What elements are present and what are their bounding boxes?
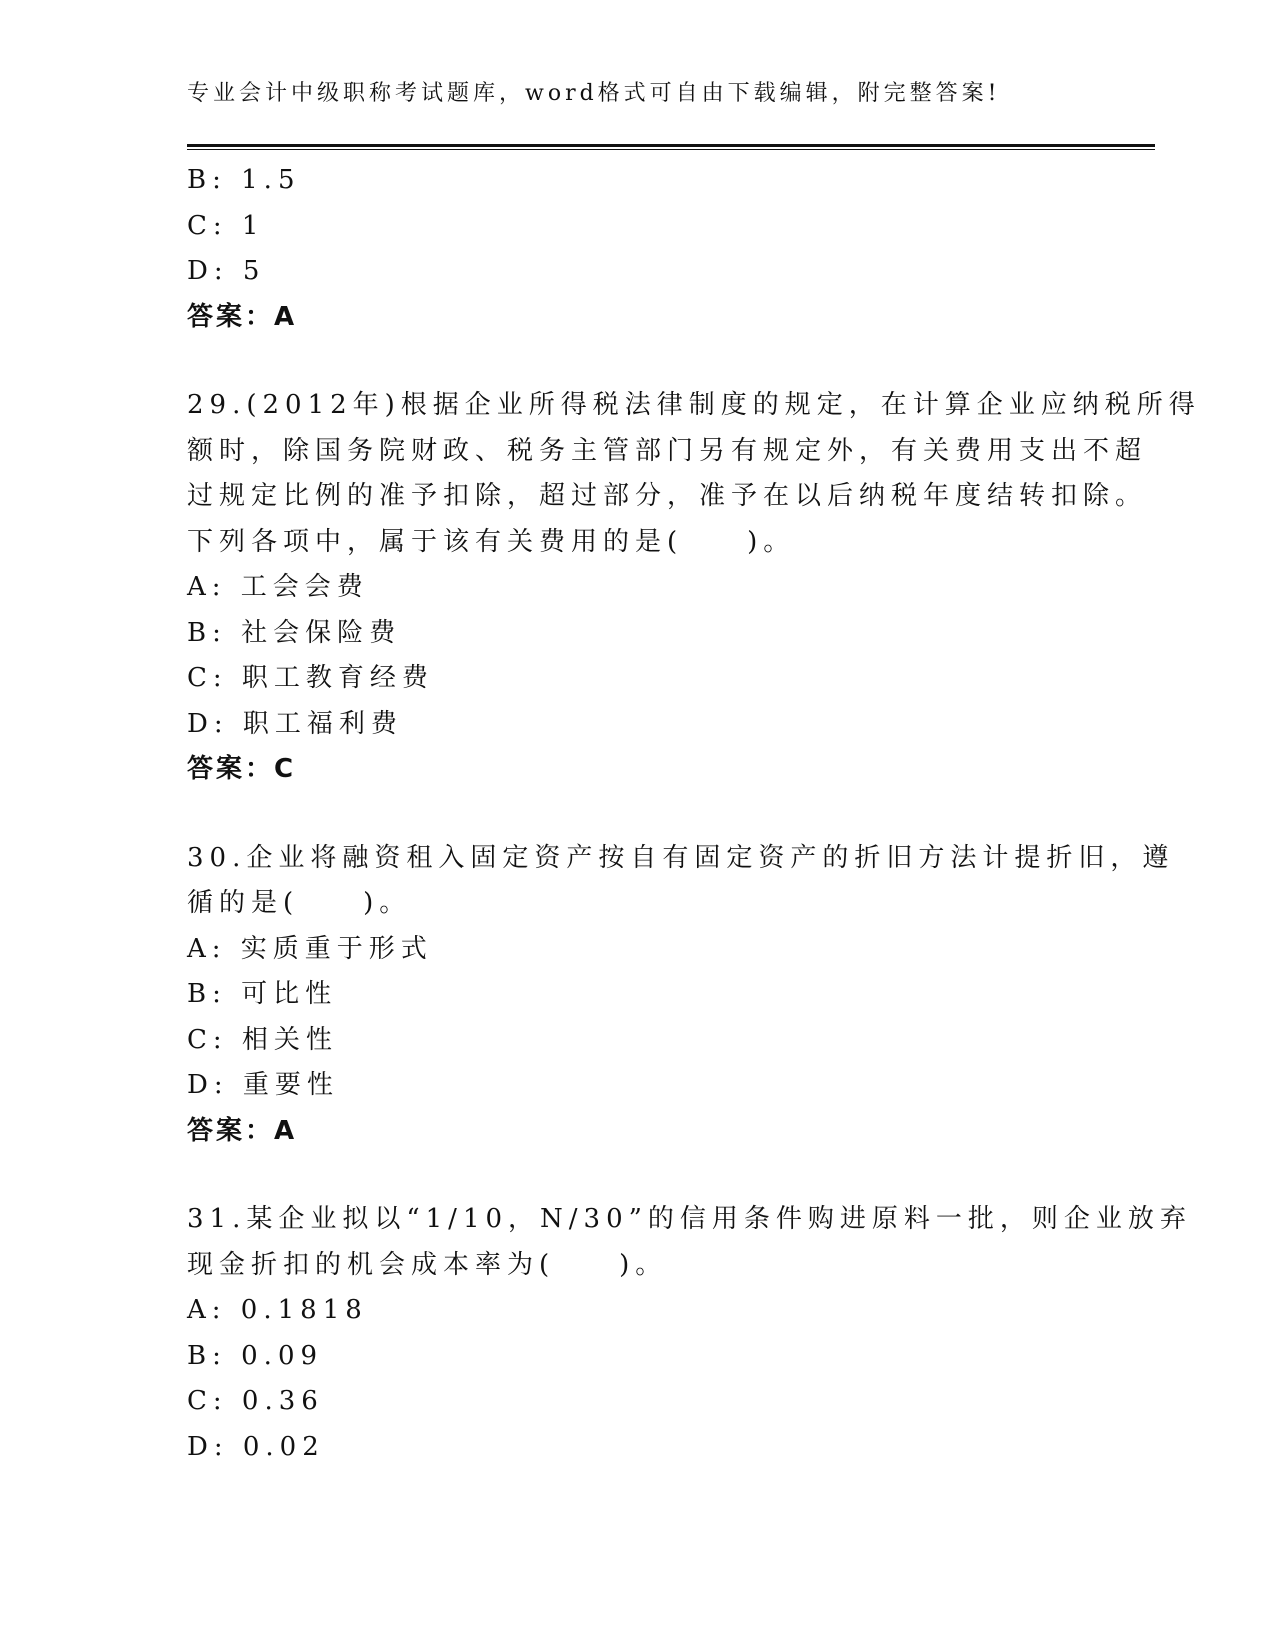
question-stem-line: 29.(2012年)根据企业所得税法律制度的规定，在计算企业应纳税所得 — [187, 390, 1201, 420]
spacer — [187, 340, 1087, 383]
question-stem-line: 循的是( )。 — [187, 888, 412, 918]
option-a: A: 0.1818 — [187, 1295, 368, 1325]
option-d: D: 0.02 — [187, 1431, 325, 1462]
answer-line: 答案：A — [187, 301, 298, 332]
spacer — [187, 1154, 1087, 1197]
answer-line: 答案：C — [187, 754, 297, 784]
option-c: C: 1 — [187, 210, 265, 241]
question-stem-line: 过规定比例的准予扣除，超过部分，准予在以后纳税年度结转扣除。 — [187, 481, 1148, 511]
question-29 — [187, 383, 1201, 793]
option-b: B: 可比性 — [187, 979, 338, 1009]
option-a: A: 工会会费 — [187, 572, 369, 602]
question-stem-line: 30.企业将融资租入固定资产按自有固定资产的折旧方法计提折旧，遵 — [187, 842, 1175, 873]
question-content — [187, 158, 1201, 1470]
option-b: B: 社会保险费 — [187, 617, 402, 648]
option-b: B: 1.5 — [187, 165, 301, 195]
spacer — [187, 793, 1087, 836]
option-b: B: 0.09 — [187, 1340, 324, 1371]
option-d: D: 重要性 — [187, 1070, 339, 1100]
question-stem-line: 31.某企业拟以“1/10，N/30”的信用条件购进原料一批，则企业放弃 — [187, 1204, 1192, 1234]
question-stem-line: 下列各项中，属于该有关费用的是( )。 — [187, 526, 796, 557]
question-stem-line: 额时，除国务院财政、税务主管部门另有规定外，有关费用支出不超 — [187, 435, 1148, 466]
option-c: C: 0.36 — [187, 1386, 324, 1416]
page-header: 专业会计中级职称考试题库，word格式可自由下载编辑，附完整答案! — [187, 81, 1001, 106]
header-divider — [187, 144, 1155, 150]
question-stem-line: 现金折扣的机会成本率为( )。 — [187, 1249, 668, 1280]
option-c: C: 职工教育经费 — [187, 663, 434, 693]
answer-line: 答案：A — [187, 1115, 298, 1146]
question-30 — [187, 836, 1175, 1155]
question-31 — [187, 1197, 1192, 1470]
option-d: D: 职工福利费 — [187, 708, 403, 739]
option-a: A: 实质重于形式 — [187, 933, 433, 964]
question-28-tail — [187, 158, 1087, 340]
option-c: C: 相关性 — [187, 1024, 338, 1055]
option-d: D: 5 — [187, 256, 266, 286]
